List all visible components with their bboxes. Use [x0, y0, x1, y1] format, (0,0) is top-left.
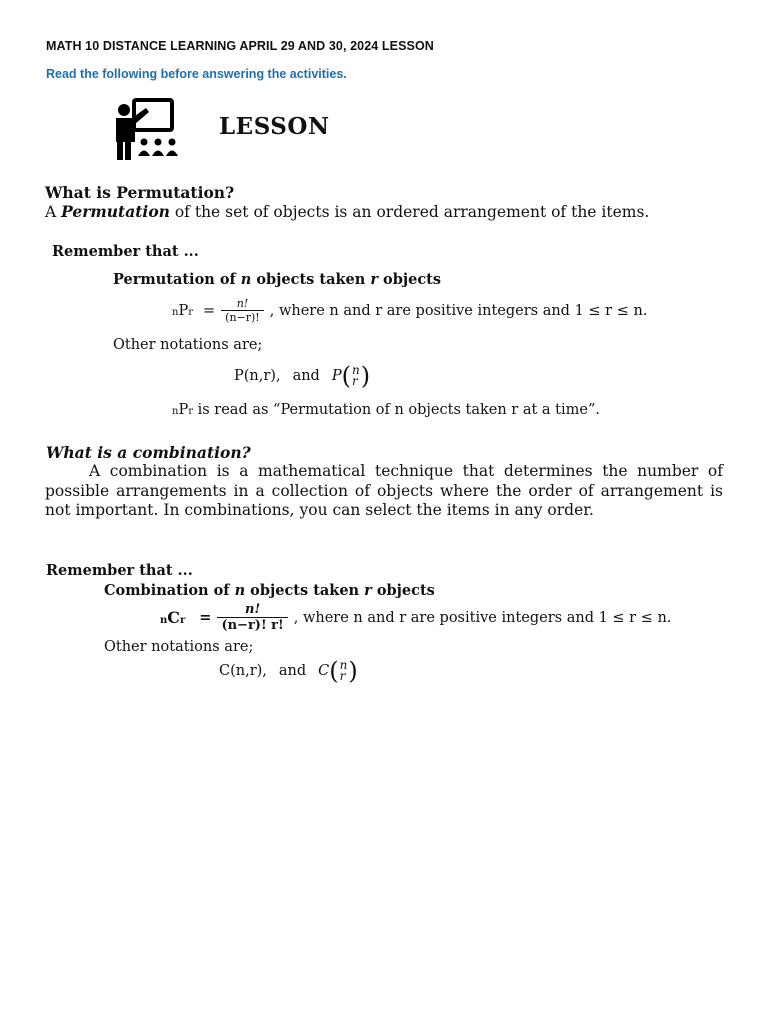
permutation-question: What is Permutation?	[45, 183, 235, 202]
lesson-label: LESSON	[219, 113, 330, 140]
combination-paragraph: A combination is a mathematical technique that determines the number of possible arrangements in a collection of objects where the order of arrangement is not important. In combinations, you can select the items in any order.	[45, 462, 723, 519]
combination-formula: nCr = $\frac{n!}{(n-r)! r!}$ , where n and r are positive integers and 1 ≤ r ≤ n.	[160, 602, 672, 633]
permutation-formula: nPr = $\frac{n!}{(n-r)!}$ , where n and r are positive integers and 1 ≤ r ≤ n.	[172, 297, 648, 324]
combination-notations: C(n,r), and C ( n r )	[219, 657, 358, 685]
combination-subheading: Combination of n objects taken r objects	[104, 582, 435, 599]
combination-other-notations: Other notations are;	[104, 639, 254, 655]
permutation-binomial: ( n r )	[341, 362, 371, 390]
combination-fraction: $\frac{n!}{(n-r)! r!}$	[217, 602, 287, 633]
permutation-read-as: nPr is read as “Permutation of n objects taken r at a time”.	[172, 402, 600, 418]
read-instruction: Read the following before answering the activities.	[46, 67, 347, 81]
permutation-fraction: $\frac{n!}{(n-r)!}$	[221, 298, 264, 324]
permutation-notations: P(n,r), and P ( n r )	[234, 362, 371, 390]
combination-condition: , where n and r are positive integers and 1 ≤ r ≤ n.	[293, 609, 672, 626]
permutation-subheading: Permutation of n objects taken r objects	[113, 271, 442, 288]
permutation-remember: Remember that ...	[52, 243, 199, 260]
combination-question: What is a combination?	[46, 443, 251, 462]
combination-lhs: nCr	[160, 608, 186, 627]
permutation-lhs: nPr	[172, 303, 193, 319]
permutation-definition: A Permutation of the set of objects is an ordered arrangement of the items.	[45, 202, 650, 221]
combination-binomial: ( n r )	[329, 657, 358, 685]
permutation-other-notations: Other notations are;	[113, 337, 263, 353]
document-title: MATH 10 DISTANCE LEARNING APRIL 29 AND 30, 2024 LESSON	[46, 39, 434, 53]
permutation-condition: , where n and r are positive integers and 1 ≤ r ≤ n.	[269, 303, 648, 319]
teacher-presentation-icon	[112, 98, 184, 162]
combination-remember: Remember that ...	[46, 562, 193, 579]
